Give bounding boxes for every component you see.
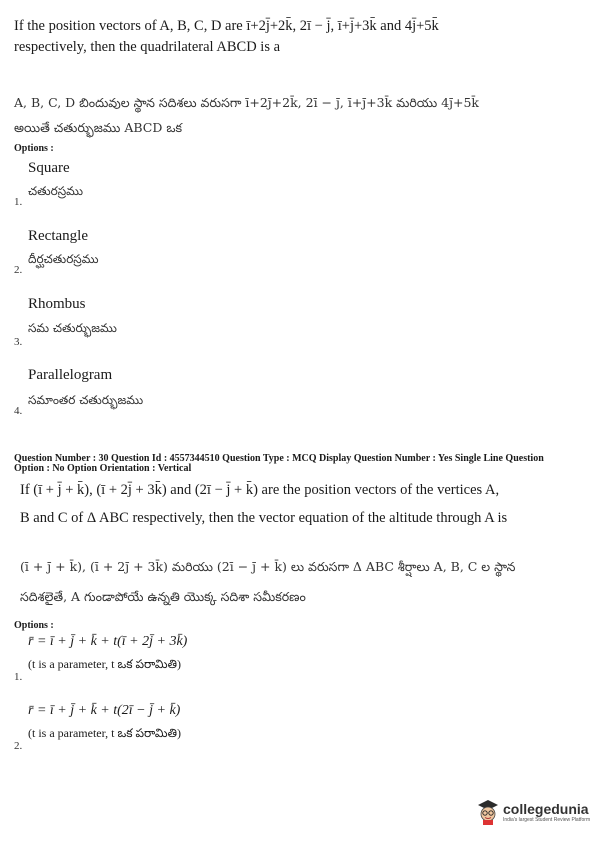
- question-text-line-2: respectively, then the quadrilateral ABCD is a: [14, 39, 281, 55]
- options-heading: Options :: [14, 143, 54, 154]
- option-1[interactable]: [14, 160, 314, 210]
- option-number: 3.: [14, 336, 23, 348]
- option-number: 1.: [14, 196, 23, 208]
- option-equation: r̄ = ī + j̄ + k̄ + t(2ī − j̄ + k̄): [28, 703, 181, 718]
- option-label: Parallelogram: [28, 367, 113, 383]
- option-note: (t is a parameter, t ఒక పరామితి): [28, 657, 181, 671]
- question-meta-line-1: Question Number : 30 Question Id : 4557344510 Question Type : MCQ Display Question Number : Yes Single Line Question: [14, 453, 544, 464]
- option-3[interactable]: [14, 296, 314, 348]
- option-telugu: సమ చతుర్భుజము: [28, 321, 117, 335]
- logo-tagline: India's largest Student Review Platform: [503, 817, 591, 823]
- option-equation: r̄ = ī + j̄ + k̄ + t(ī + 2j̄ + 3k̄): [28, 634, 188, 649]
- option-number: 2.: [14, 264, 23, 276]
- option-4[interactable]: [14, 367, 314, 419]
- question-text-line-1: If (ī + j̄ + k̄), (ī + 2j̄ + 3k̄) and (2ī − j̄ + k̄) are the position vectors of the vertices A,: [20, 482, 500, 498]
- option-number: 4.: [14, 405, 23, 417]
- option-number: 2.: [14, 740, 23, 752]
- options-heading: Options :: [14, 620, 54, 631]
- option-telugu: సమాంతర చతుర్భుజము: [28, 393, 144, 407]
- option-2[interactable]: [14, 703, 334, 755]
- question-telugu-line-2: అయితే చతుర్భుజము ABCD ఒక: [14, 120, 183, 135]
- question-text-line-2: B and C of Δ ABC respectively, then the vector equation of the altitude through A is: [20, 510, 508, 526]
- question-text-line-1: If the position vectors of A, B, C, D are ī+2j̄+2k̄, 2ī − j̄, ī+j̄+3k̄ and 4j̄+5k̄: [14, 18, 439, 34]
- question-telugu-line-1: (ī + j̄ + k̄), (ī + 2j̄ + 3k̄) మరియు (2ī − j̄ + k̄) లు వరుసగా Δ ABC శీర్షాలు A, B, C ల స్థాన: [20, 559, 516, 574]
- graduate-mascot-icon: [476, 798, 500, 826]
- option-note: (t is a parameter, t ఒక పరామితి): [28, 726, 181, 740]
- logo-name: collegedunia: [503, 801, 589, 817]
- option-1[interactable]: [14, 634, 334, 686]
- option-2[interactable]: [14, 228, 314, 278]
- option-label: Rhombus: [28, 296, 86, 312]
- collegedunia-logo: [476, 798, 590, 826]
- question-telugu-line-1: A, B, C, D బిందువుల స్థాన సదిశలు వరుసగా ī+2j̄+2k̄, 2ī − j̄, ī+j̄+3k̄ మరియు 4j̄+5k̄: [14, 95, 479, 110]
- option-telugu: దీర్ఘచతురస్రము: [28, 252, 99, 266]
- question-telugu-line-2: సదిశలైతే, A గుండాపోయే ఉన్నతి యొక్క సదిశా సమీకరణం: [20, 589, 306, 604]
- option-label: Square: [28, 160, 70, 176]
- option-telugu: చతురస్రము: [28, 184, 83, 198]
- question-meta-line-2: Option : No Option Orientation : Vertical: [14, 463, 192, 474]
- option-label: Rectangle: [28, 228, 88, 244]
- option-number: 1.: [14, 671, 23, 683]
